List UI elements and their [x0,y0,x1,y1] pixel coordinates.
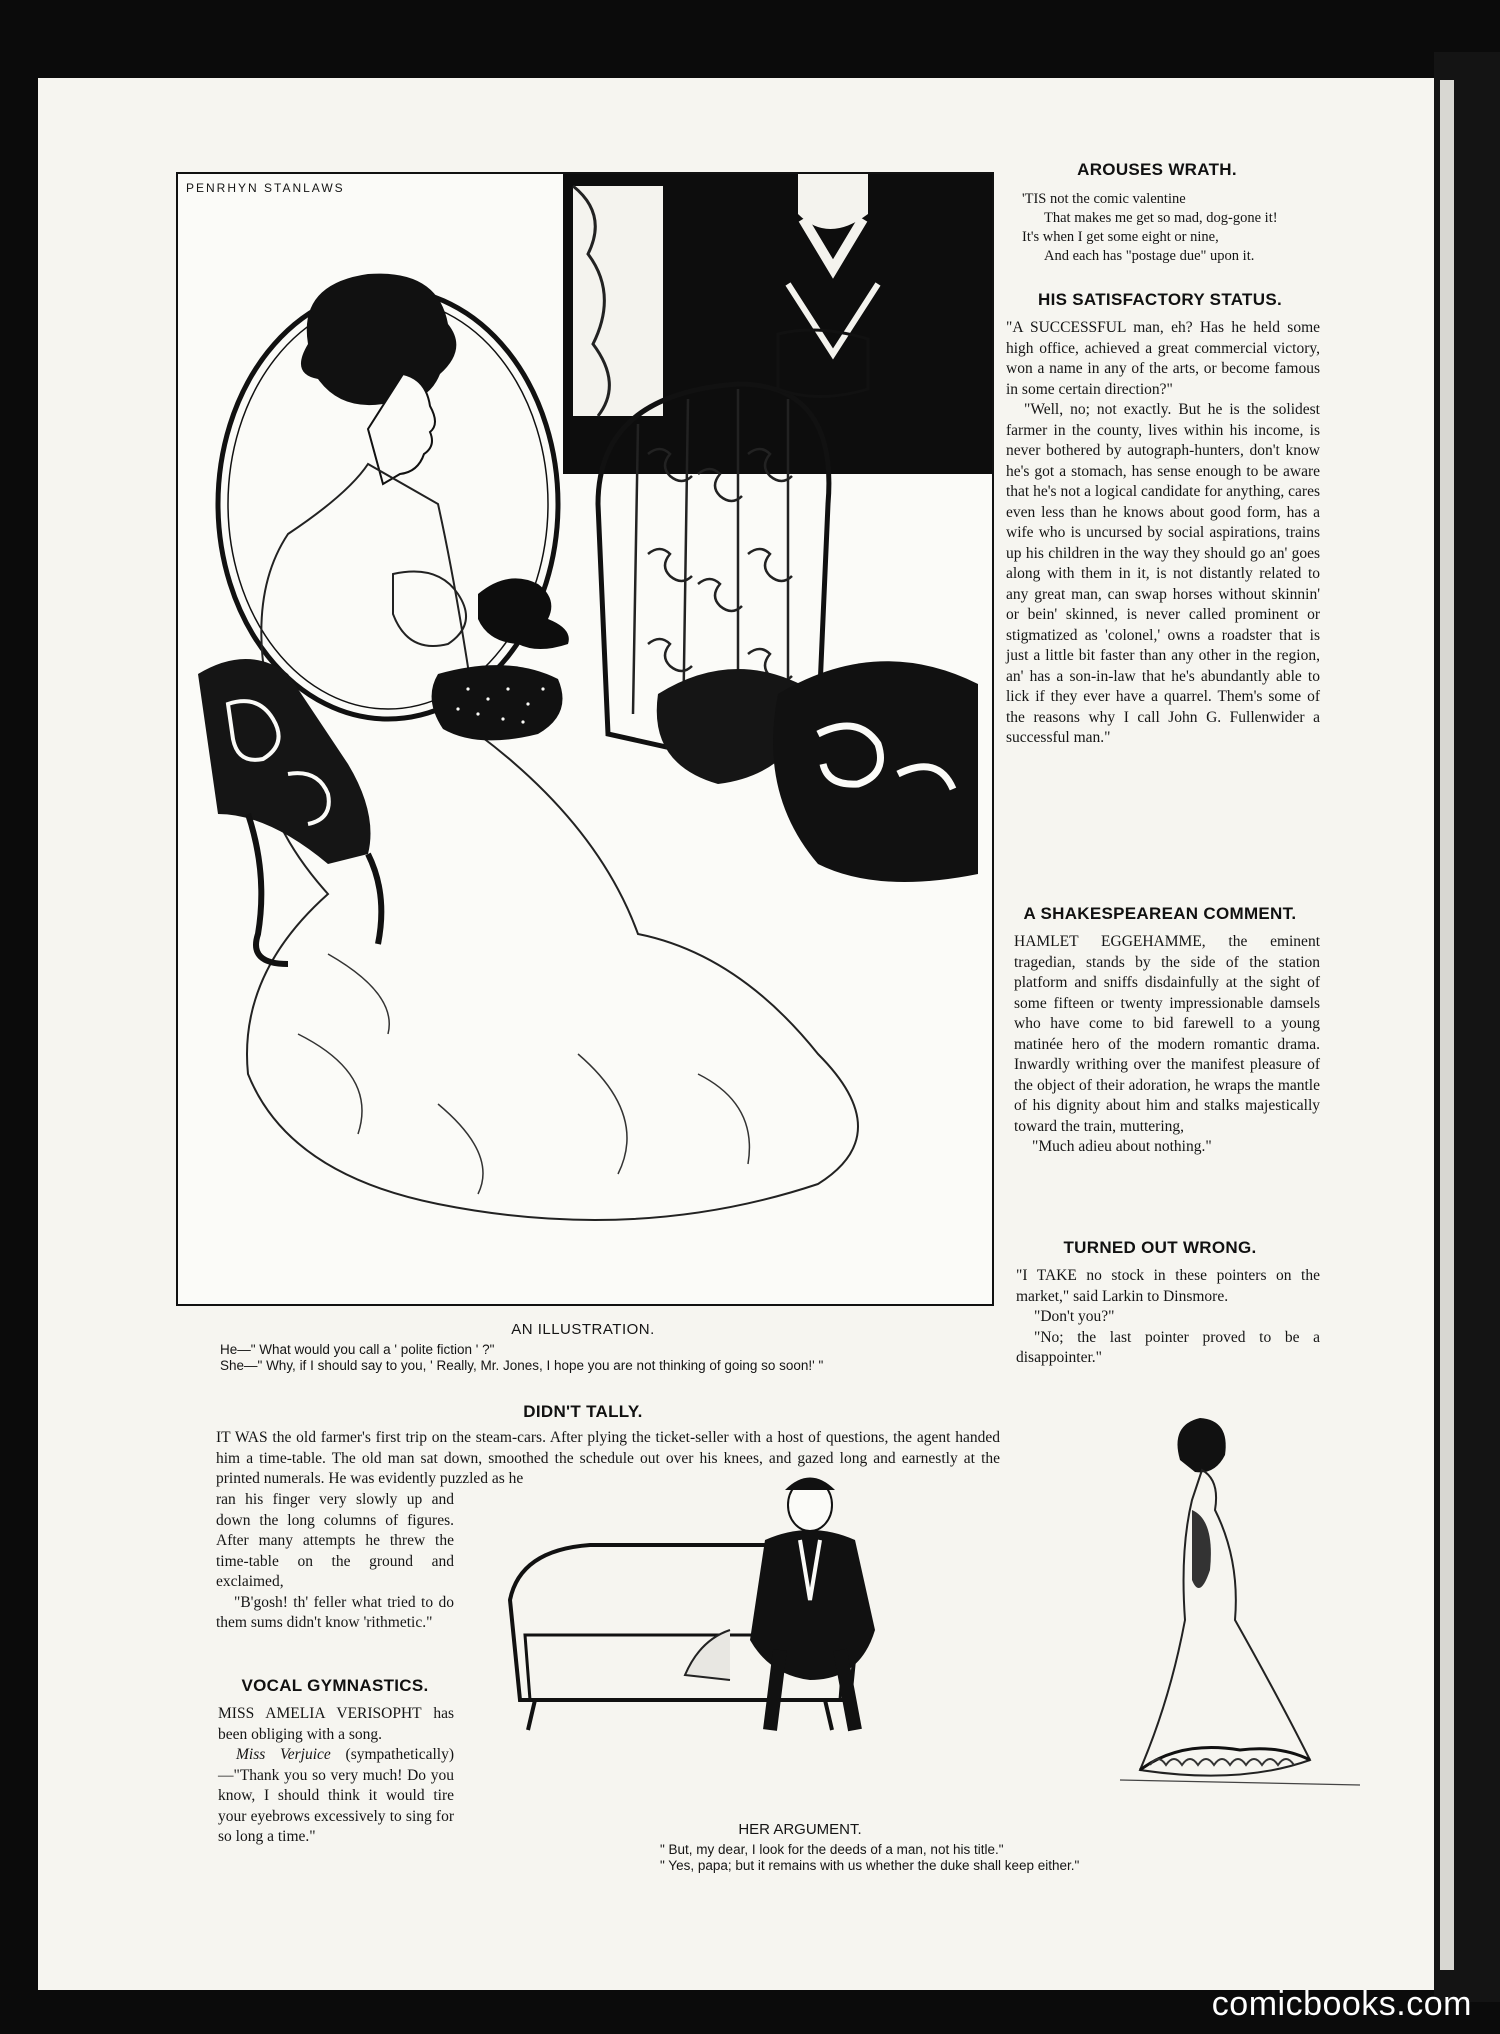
verse-line: It's when I get some eight or nine, [1022,229,1219,245]
turned-out-wrong-heading: TURNED OUT WRONG. [1063,1238,1257,1257]
illustration-title: AN ILLUSTRATION. [511,1321,655,1338]
her-argument-drawing [480,1400,1360,1810]
vocal-gymnastics-body [218,1704,454,1848]
verse-line: That makes me get so mad, dog-gone it! [1044,210,1278,226]
paragraph: IT WAS the old farmer's first trip on the steam-cars. After plying the ticket-seller with a host of questions, the agent handed him a time-table. The old man sat down, smoothed the schedule out over his knees, and gazed long and earnestly at the printed numerals. He was evidently puzzled as he [216,1429,1000,1487]
arouses-wrath-heading: AROUSES WRATH. [1077,160,1237,179]
paragraph: "A SUCCESSFUL man, eh? Has he held some high office, achieved a great commercial victory, won a name in any of the arts, or become famous in some certain direction?" [1006,319,1320,398]
speaker-line: (sympathetically)—"Thank you so very much! Do you know, I should think it would tire your eyebrows excessively to sing for so long a time." [218,1746,454,1845]
site-watermark: comicbooks.com [1211,1985,1472,2023]
arouses-wrath-verse [1004,190,1314,266]
paragraph: ran his finger very slowly up and down the long columns of figures. After many attempts he threw the time-table on the ground and exclaimed, [216,1491,454,1590]
paragraph: "Well, no; not exactly. But he is the solidest farmer in the county, lives within his income, is never bothered by autograph-hunters, don't know he's got a stomach, has sense enough to be aware that he's not a logical candidate for anything, cares even less than he knows about good form, has a wife who is uncursed by social aspirations, trains up his children in the way they should go an' goes along with them in it, is not distantly related to any great man, can swap horses without skinnin' or bein' skinned, is never called prominent or stigmatized as 'colonel,' owns a roadster that is just a little bit faster than any other in the region, an' has a son-in-law that he's abundantly able to lick if they ever have a quarrel. Them's some of the reasons why I call John G. Fullenwider a successful man." [1006,401,1320,746]
her-argument-title: HER ARGUMENT. [738,1821,862,1838]
didnt-tally-narrow-text [216,1490,454,1634]
paragraph: "B'gosh! th' feller what tried to do them sums didn't know 'rithmetic." [216,1593,454,1631]
satisfactory-status-body [1006,318,1320,749]
next-page-edge [1440,80,1454,1970]
her-argument-caption-father: " But, my dear, I look for the deeds of a man, not his title." [660,1842,1004,1857]
artist-signature: PENRHYN STANLAWS [186,181,345,195]
didnt-tally-heading: DIDN'T TALLY. [523,1402,643,1421]
illustration-caption-he: He—" What would you call a ' polite fiction ' ?" [220,1342,495,1357]
satisfactory-status-heading: HIS SATISFACTORY STATUS. [1038,290,1282,309]
shakespearean-heading: A SHAKESPEAREAN COMMENT. [1023,904,1297,923]
paragraph: "I TAKE no stock in these pointers on the market," said Larkin to Dinsmore. [1016,1267,1320,1305]
paragraph: "No; the last pointer proved to be a disappointer." [1016,1328,1320,1366]
verse-line: 'TIS not the comic valentine [1022,191,1186,207]
turned-out-wrong-body [1016,1266,1320,1369]
speaker-name: Miss Verjuice [236,1746,331,1763]
shakespearean-body [1014,932,1320,1158]
paragraph: "Much adieu about nothing." [1032,1138,1212,1155]
lady-at-dressing-table-drawing [178,174,992,1304]
paragraph: MISS AMELIA VERISOPHT has been obliging with a song. [218,1705,454,1743]
verse-line: And each has "postage due" upon it. [1044,248,1255,264]
her-argument-caption-daughter: " Yes, papa; but it remains with us whether the duke shall keep either." [660,1858,1080,1873]
illustration-caption-she: She—" Why, if I should say to you, ' Really, Mr. Jones, I hope you are not thinking of going so soon!' " [220,1358,824,1373]
vocal-gymnastics-heading: VOCAL GYMNASTICS. [241,1676,429,1695]
paragraph: "Don't you?" [1034,1308,1115,1325]
paragraph [218,1745,454,1848]
paragraph: HAMLET EGGEHAMME, the eminent tragedian, stands by the side of the station platform and sniffs disdainfully at the sight of some fifteen or twenty impressionable damsels who have come to bid farewell to a young matinée hero of the modern romantic drama. Inwardly writhing over the manifest pleasure of the object of their adoration, he wraps the mantle of his dignity about him and stalks majestically toward the train, muttering, [1014,933,1320,1135]
illustration-frame [176,172,994,1306]
